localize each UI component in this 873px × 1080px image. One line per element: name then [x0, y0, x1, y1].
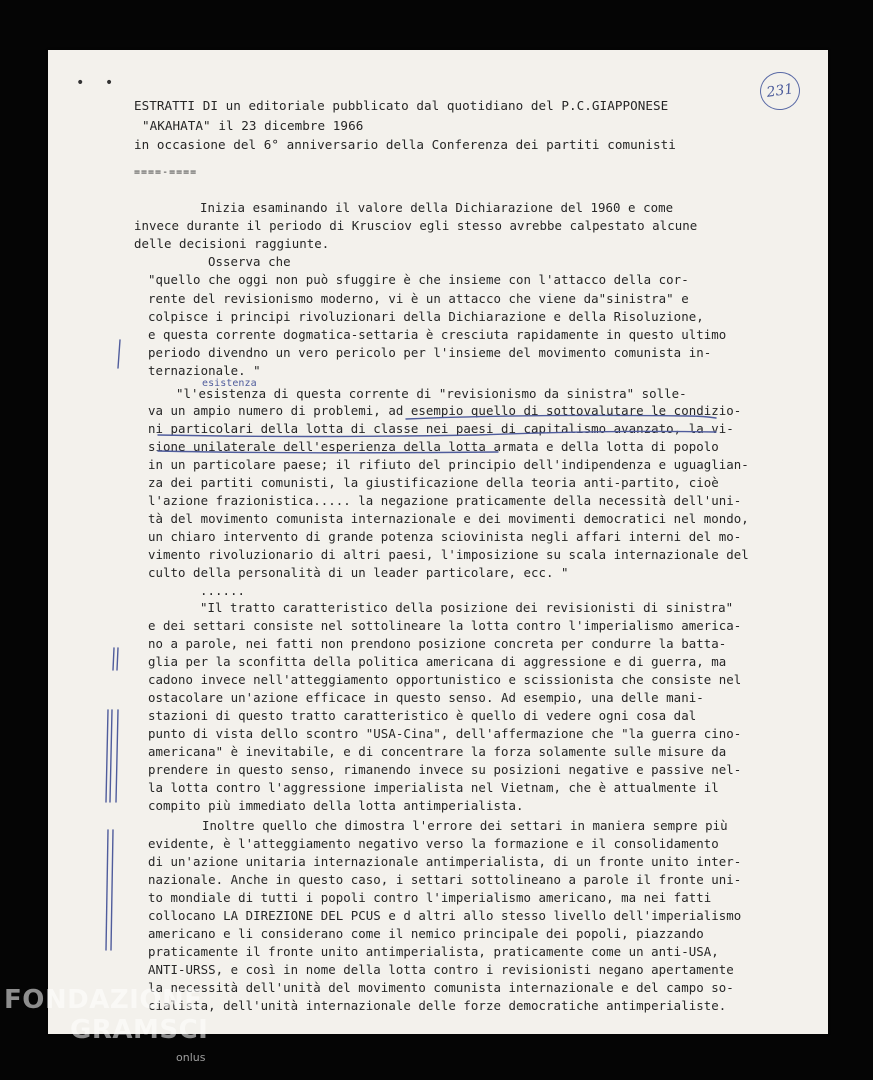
- text-line: cialista, dell'unità internazionale delle forze democratiche antimperialiste.: [148, 998, 727, 1013]
- text-line: sione unilaterale dell'esperienza della lotta armata e della lotta di popolo: [148, 439, 719, 454]
- text-line: collocano LA DIREZIONE DEL PCUS e d altri allo stesso livello dell'imperialismo: [148, 908, 742, 923]
- watermark-line: GRAMSCI: [70, 1015, 209, 1045]
- margin-bracket: [110, 710, 112, 802]
- margin-bracket: [116, 710, 118, 802]
- text-line: rente del revisionismo moderno, vi è un attacco che viene da"sinistra" e: [148, 291, 689, 306]
- underline: [406, 415, 716, 419]
- text-line: la necessità dell'unità del movimento comunista internazionale e del campo so-: [148, 980, 734, 995]
- text-line: culto della personalità di un leader particolare, ecc. ": [148, 565, 569, 580]
- margin-bracket: [113, 648, 114, 670]
- text-line: Osserva che: [208, 254, 291, 269]
- text-line: nazionale. Anche in questo caso, i settari sottolineano a parole il fronte uni-: [148, 872, 742, 887]
- text-line: prendere in questo senso, rimanendo invece su posizioni negative e passive nel-: [148, 762, 742, 777]
- watermark-line: FONDAZIONE: [4, 985, 203, 1015]
- text-line: in un particolare paese; il rifiuto del principio dell'indipendenza e uguaglian-: [148, 457, 749, 472]
- header-line: ESTRATTI DI un editoriale pubblicato dal quotidiano del P.C.GIAPPONESE: [134, 98, 669, 113]
- text-line: za dei partiti comunisti, la giustificazione della teoria anti-partito, cioè: [148, 475, 719, 490]
- text-line: ternazionale. ": [148, 363, 261, 378]
- text-line: ANTI-URSS, e così in nome della lotta contro i revisionisti negano apertamente: [148, 962, 734, 977]
- text-line: delle decisioni raggiunte.: [134, 236, 330, 251]
- text-line: ostacolare un'azione efficace in questo senso. Ad esempio, una delle mani-: [148, 690, 704, 705]
- text-line: vimento rivoluzionario di altri paesi, l'imposizione su scala internazionale del: [148, 547, 749, 562]
- text-line: la lotta contro l'aggressione imperialista nel Vietnam, che è attualmente il: [148, 780, 719, 795]
- punch-marks: • •: [76, 75, 120, 91]
- text-line: to mondiale di tutti i popoli contro l'imperialismo americano, ma nei fatti: [148, 890, 712, 905]
- text-line: e questa corrente dogmatica-settaria è cresciuta rapidamente in questo ultimo: [148, 327, 727, 342]
- handwritten-marks: [48, 50, 828, 1034]
- text-line: punto di vista dello scontro "USA-Cina", dell'affermazione che "la guerra cino-: [148, 726, 742, 741]
- text-line: ni particolari della lotta di classe nei paesi di capitalismo avanzato, la vi-: [148, 421, 734, 436]
- header-line: in occasione del 6° anniversario della Conferenza dei partiti comunisti: [134, 137, 676, 152]
- margin-bracket: [106, 710, 108, 802]
- margin-bracket: [106, 830, 108, 950]
- text-line: di un'azione unitaria internazionale antimperialista, di un fronte unito inter-: [148, 854, 742, 869]
- header-rule: ====-====: [134, 167, 198, 178]
- text-line: periodo divendno un vero pericolo per l'insieme del movimento comunista in-: [148, 345, 712, 360]
- text-line: e dei settari consiste nel sottolineare la lotta contro l'imperialismo america-: [148, 618, 742, 633]
- text-line: "quello che oggi non può sfuggire è che insieme con l'attacco della cor-: [148, 272, 689, 287]
- text-line: stazioni di questo tratto caratteristico è quello di vedere ogni cosa dal: [148, 708, 697, 723]
- header-line: "AKAHATA" il 23 dicembre 1966: [142, 118, 364, 133]
- watermark-line: onlus: [176, 1051, 206, 1064]
- underline: [158, 451, 498, 453]
- text-line: cadono invece nell'atteggiamento opportunistico e scissionista che consiste nel: [148, 672, 742, 687]
- text-line: tà del movimento comunista internazionale e dei movimenti democratici nel mondo,: [148, 511, 749, 526]
- text-line: americano e li considerano come il nemico principale dei popoli, piazzando: [148, 926, 704, 941]
- text-line: evidente, è l'atteggiamento negativo verso la formazione e il consolidamento: [148, 836, 719, 851]
- text-line: compito più immediato della lotta antimperialista.: [148, 798, 524, 813]
- text-line: colpisce i principi rivoluzionari della Dichiarazione e della Risoluzione,: [148, 309, 704, 324]
- text-line: ......: [200, 583, 246, 598]
- text-line: praticamente il fronte unito antimperialista, praticamente come un anti-USA,: [148, 944, 719, 959]
- margin-bracket: [118, 340, 120, 368]
- text-line: va un ampio numero di problemi, ad esempio quello di sottovalutare le condizio-: [148, 403, 742, 418]
- text-line: americana" è inevitabile, e di concentrare la forza solamente sulle misure da: [148, 744, 727, 759]
- handwritten-insertion: esistenza: [202, 378, 257, 389]
- text-line: un chiaro intervento di grande potenza sciovinista negli affari interni del mo-: [148, 529, 742, 544]
- text-line: "l'esistenza di questa corrente di "revisionismo da sinistra" solle-: [176, 386, 687, 401]
- margin-bracket: [111, 830, 113, 950]
- text-line: no a parole, nei fatti non prendono posizione concreta per condurre la batta-: [148, 636, 727, 651]
- text-line: glia per la sconfitta della politica americana di aggressione e di guerra, ma: [148, 654, 727, 669]
- document-page: [48, 50, 828, 1034]
- page-number-stamp: 231: [758, 69, 803, 112]
- text-line: "Il tratto caratteristico della posizione dei revisionisti di sinistra": [200, 600, 734, 615]
- text-line: Inizia esaminando il valore della Dichiarazione del 1960 e come: [200, 200, 674, 215]
- underline: [158, 431, 716, 436]
- text-line: invece durante il periodo di Krusciov egli stesso avrebbe calpestato alcune: [134, 218, 698, 233]
- text-line: l'azione frazionistica..... la negazione praticamente della necessità dell'uni-: [148, 493, 742, 508]
- margin-bracket: [117, 648, 118, 670]
- text-line: Inoltre quello che dimostra l'errore dei settari in maniera sempre più: [202, 818, 728, 833]
